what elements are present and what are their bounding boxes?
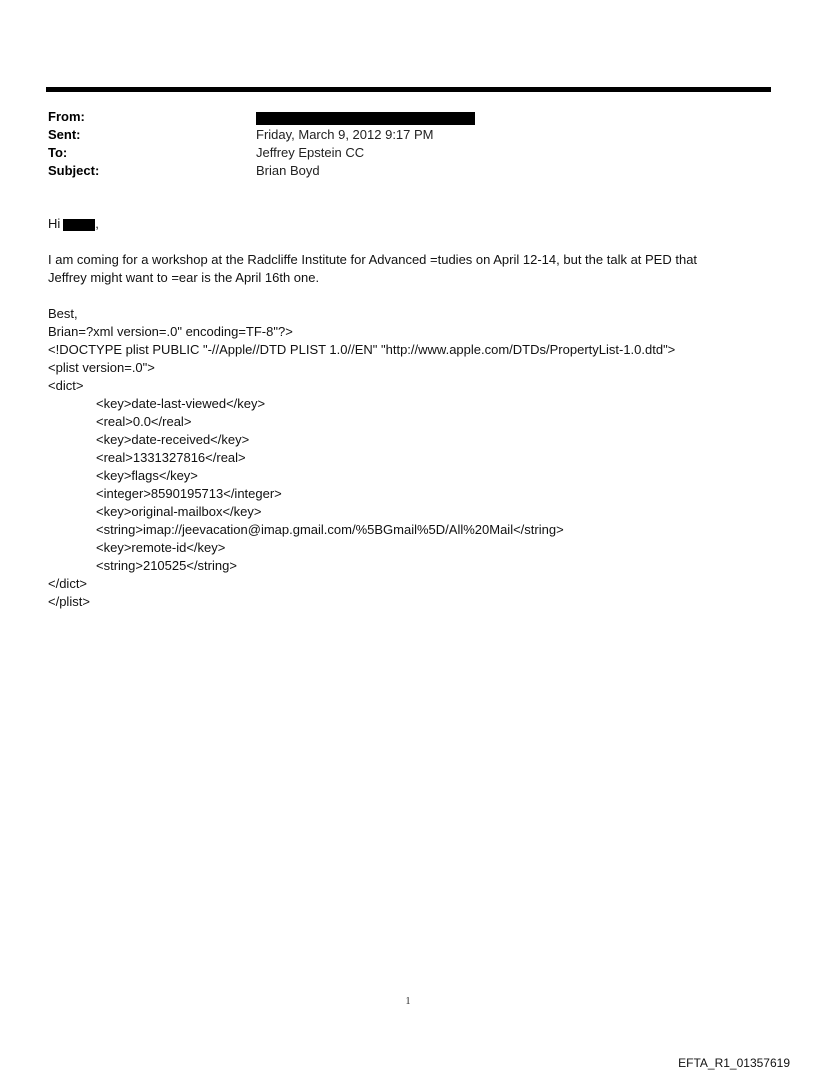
signoff: Best, xyxy=(48,306,78,321)
bates-number: EFTA_R1_01357619 xyxy=(678,1056,790,1070)
email-body xyxy=(48,215,768,611)
header-rule xyxy=(46,87,771,92)
signature-block xyxy=(48,305,768,611)
dict-line: <string>imap://jeevacation@imap.gmail.com/%5BGmail%5D/All%20Mail</string> xyxy=(96,522,564,537)
xml-line: <plist version=.0"> xyxy=(48,360,155,375)
greeting-suffix: , xyxy=(95,216,99,231)
dict-line: <key>date-received</key> xyxy=(96,432,250,447)
xml-line: Brian=?xml version=.0" encoding=TF-8"?> xyxy=(48,324,293,339)
sent-label: Sent: xyxy=(48,127,81,142)
dict-line: <string>210525</string> xyxy=(96,558,237,573)
to-value: Jeffrey Epstein CC xyxy=(256,145,365,160)
subject-value: Brian Boyd xyxy=(256,163,320,178)
email-header xyxy=(48,108,748,180)
subject-label: Subject: xyxy=(48,163,100,178)
from-row xyxy=(48,108,748,126)
to-row xyxy=(48,144,748,162)
from-label: From: xyxy=(48,109,85,124)
dict-line: <key>original-mailbox</key> xyxy=(96,504,262,519)
dict-line: <key>date-last-viewed</key> xyxy=(96,396,266,411)
redaction-block xyxy=(256,112,475,125)
paragraph-line: I am coming for a workshop at the Radcliffe Institute for Advanced =tudies on April 12-14, but the talk at PED that xyxy=(48,252,698,267)
sent-value: Friday, March 9, 2012 9:17 PM xyxy=(256,127,434,142)
from-value xyxy=(256,108,475,126)
dict-line: <real>0.0</real> xyxy=(96,414,192,429)
greeting xyxy=(48,215,768,233)
dict-line: <key>remote-id</key> xyxy=(96,540,226,555)
xml-line: <!DOCTYPE plist PUBLIC "-//Apple//DTD PLIST 1.0//EN" "http://www.apple.com/DTDs/PropertyList-1.0.dtd"> xyxy=(48,342,676,357)
dict-line: <integer>8590195713</integer> xyxy=(96,486,282,501)
subject-row xyxy=(48,162,748,180)
dict-line: <real>1331327816</real> xyxy=(96,450,246,465)
message-paragraph xyxy=(48,251,768,287)
redaction-block xyxy=(63,219,95,231)
to-label: To: xyxy=(48,145,68,160)
xml-line: <dict> xyxy=(48,378,84,393)
dict-line: <key>flags</key> xyxy=(96,468,198,483)
closing-line: </plist> xyxy=(48,594,90,609)
closing-line: </dict> xyxy=(48,576,88,591)
paragraph-line: Jeffrey might want to =ear is the April 16th one. xyxy=(48,270,320,285)
sent-row xyxy=(48,126,748,144)
greeting-prefix: Hi xyxy=(48,216,61,231)
page-number: 1 xyxy=(405,996,411,1007)
